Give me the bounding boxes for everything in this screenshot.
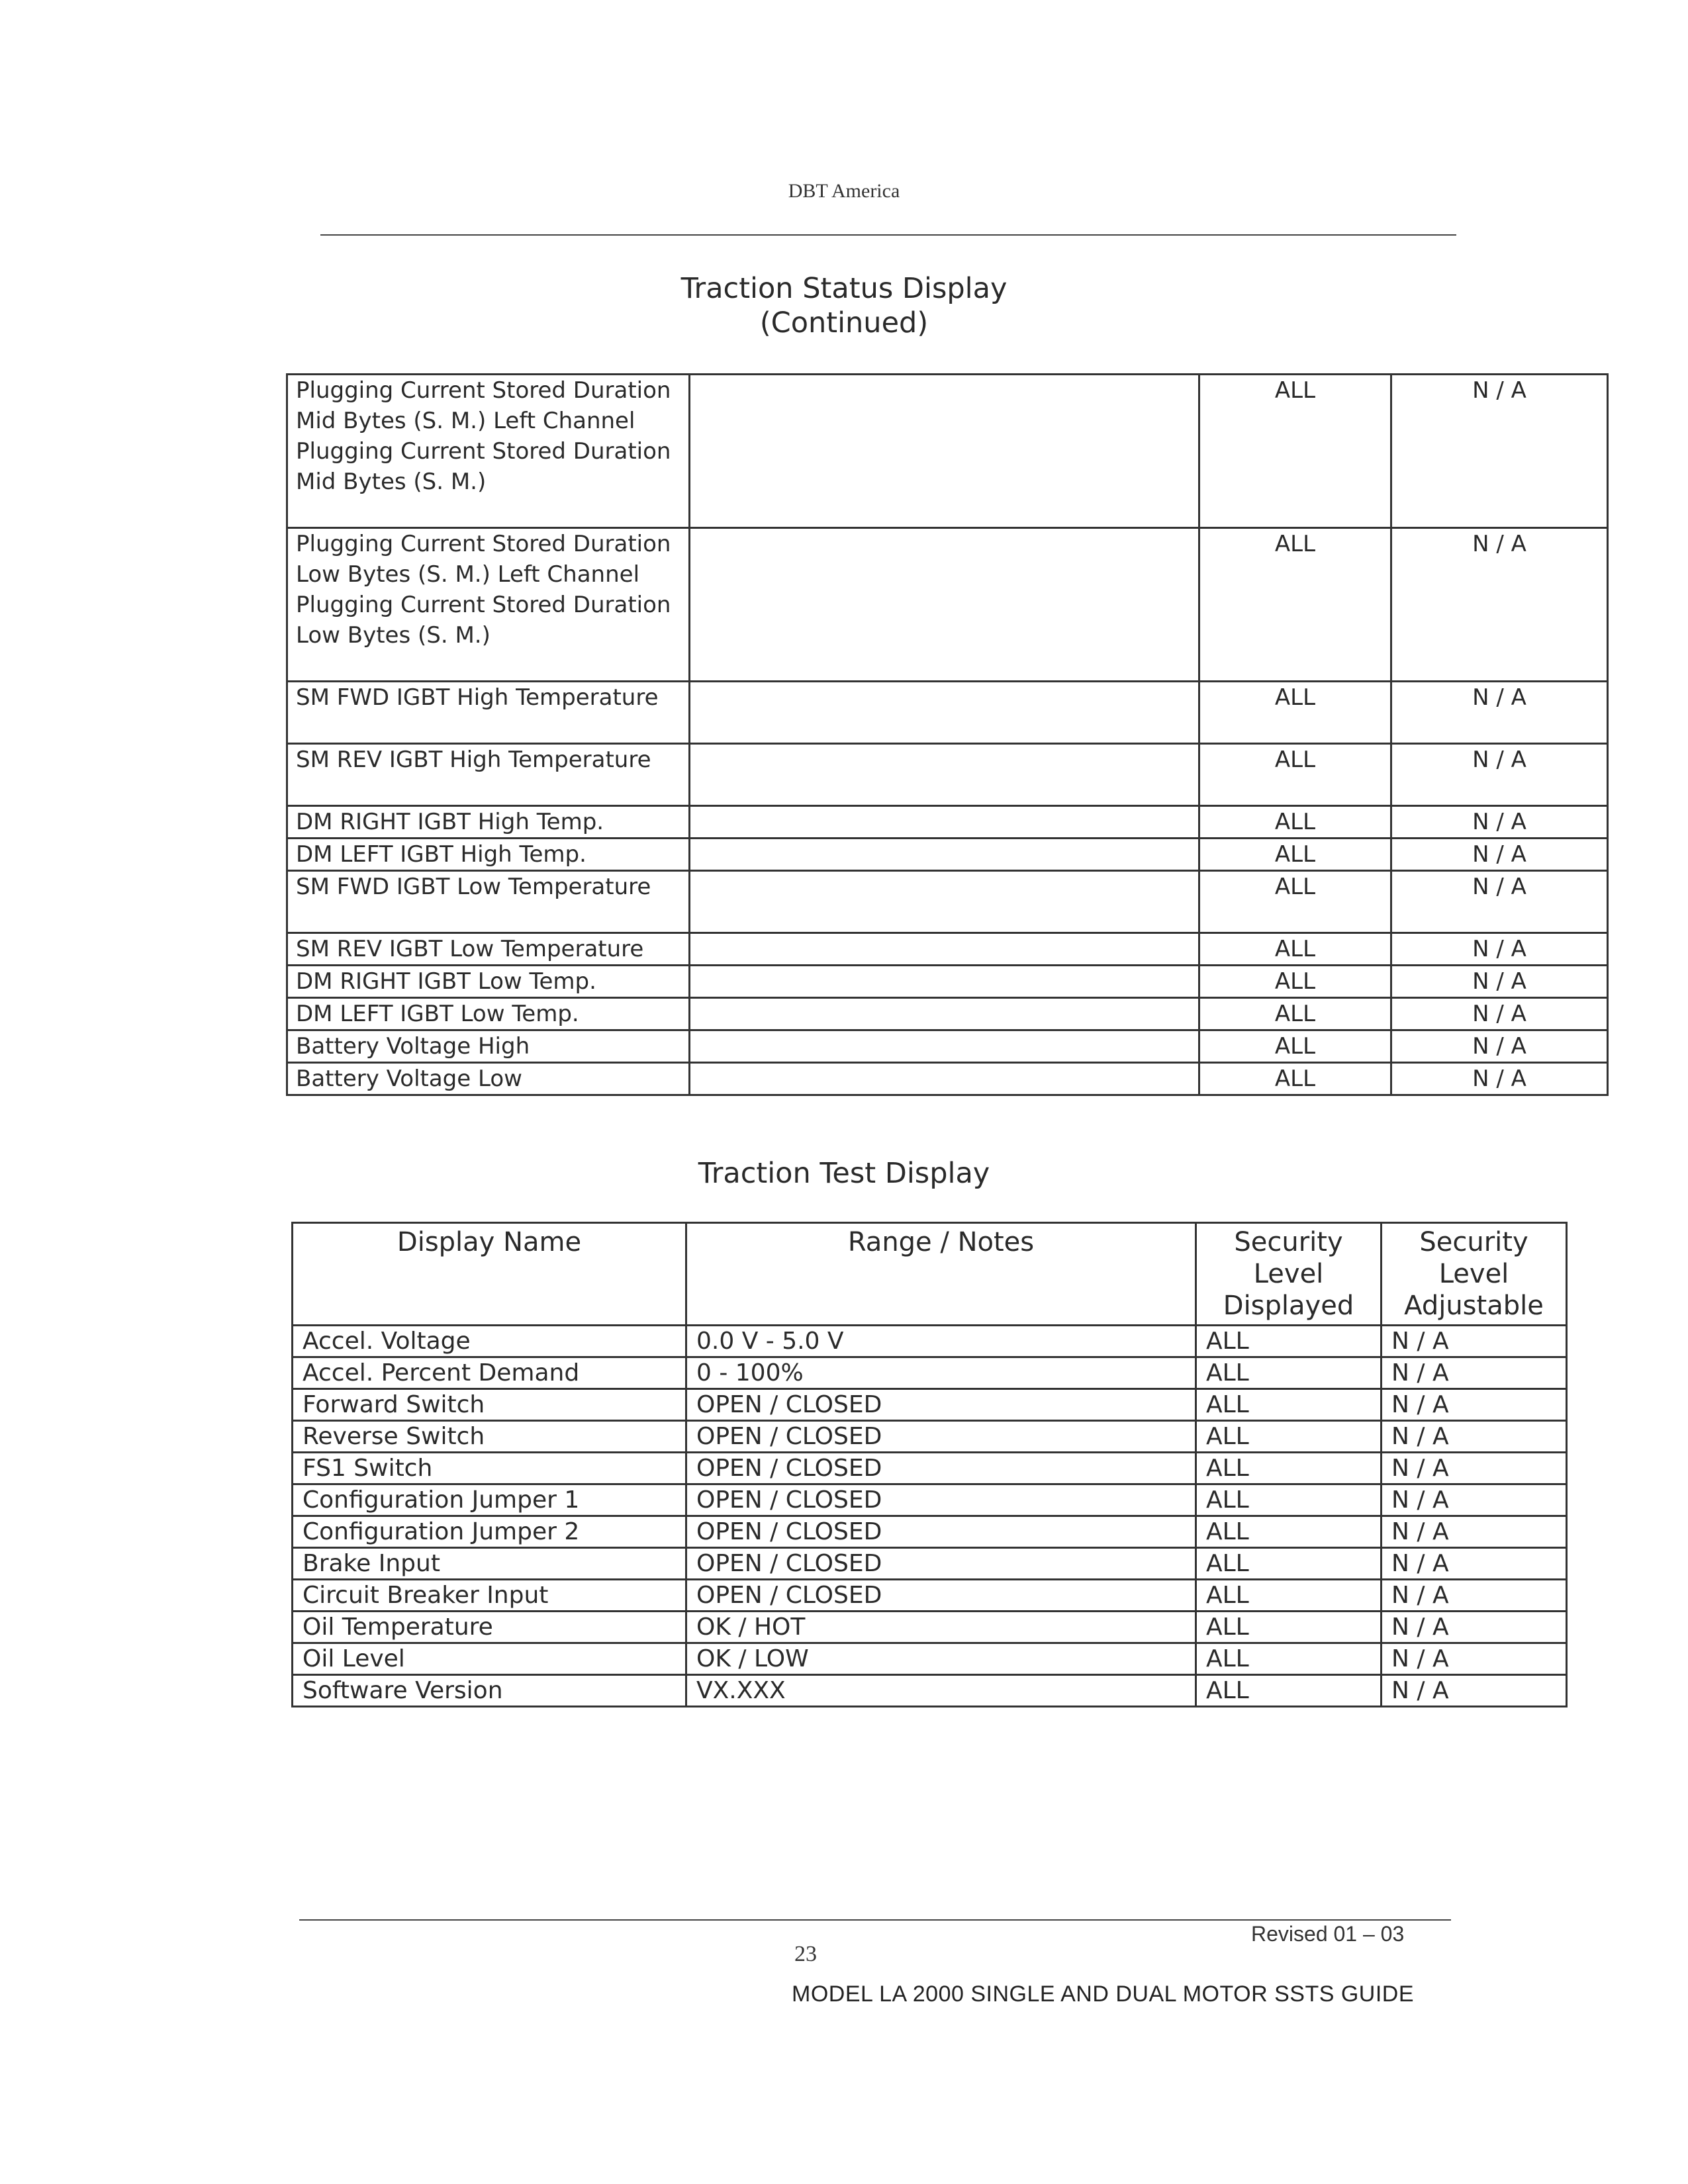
table-row [287,839,1608,871]
table-row [293,1357,1567,1389]
status-name-cell: Plugging Current Stored Duration Low Bytes (S. M.) Left Channel Plugging Current Stored Duration Low Bytes (S. M.) [287,528,690,682]
status-security-displayed-cell: ALL [1199,1030,1391,1063]
table-row [287,744,1608,806]
test-range-cell: OPEN / CLOSED [686,1453,1196,1484]
status-range-cell [690,966,1199,998]
revised-date: Revised 01 – 03 [1251,1922,1405,1946]
status-security-adjustable-cell: N / A [1391,998,1608,1030]
test-range-cell: OPEN / CLOSED [686,1548,1196,1580]
test-security-displayed-cell: ALL [1196,1326,1382,1357]
status-security-displayed-cell: ALL [1199,933,1391,966]
status-name-cell: Plugging Current Stored Duration Mid Bytes (S. M.) Left Channel Plugging Current Stored Duration Mid Bytes (S. M.) [287,375,690,528]
test-name-cell: FS1 Switch [293,1453,686,1484]
table-row [287,806,1608,839]
table-row [287,871,1608,933]
traction-status-table [286,373,1609,1096]
table-header-row [293,1223,1567,1326]
status-security-displayed-cell: ALL [1199,839,1391,871]
test-name-cell: Accel. Voltage [293,1326,686,1357]
test-name-cell: Circuit Breaker Input [293,1580,686,1612]
status-security-displayed-cell: ALL [1199,871,1391,933]
test-name-cell: Oil Level [293,1643,686,1675]
test-range-cell: 0.0 V - 5.0 V [686,1326,1196,1357]
test-security-displayed-cell: ALL [1196,1389,1382,1421]
status-name-cell: SM FWD IGBT Low Temperature [287,871,690,933]
table-row [293,1484,1567,1516]
header-security-adjustable: Security Level Adjustable [1382,1223,1567,1326]
test-name-cell: Brake Input [293,1548,686,1580]
traction-test-table [291,1222,1568,1707]
table-row [287,682,1608,744]
table-row [293,1612,1567,1643]
test-range-cell: OPEN / CLOSED [686,1421,1196,1453]
table-row [293,1453,1567,1484]
status-name-cell: DM LEFT IGBT Low Temp. [287,998,690,1030]
table-row [287,1030,1608,1063]
status-security-adjustable-cell: N / A [1391,744,1608,806]
table-row [287,933,1608,966]
status-title-line1: Traction Status Display [680,272,1008,305]
test-range-cell: OPEN / CLOSED [686,1580,1196,1612]
test-name-cell: Software Version [293,1675,686,1707]
test-security-displayed-cell: ALL [1196,1548,1382,1580]
status-name-cell: SM FWD IGBT High Temperature [287,682,690,744]
test-security-adjustable-cell: N / A [1382,1421,1567,1453]
test-security-adjustable-cell: N / A [1382,1326,1567,1357]
table-row [293,1421,1567,1453]
status-security-displayed-cell: ALL [1199,528,1391,682]
header-security-displayed: Security Level Displayed [1196,1223,1382,1326]
table-row [287,528,1608,682]
test-range-cell: OK / HOT [686,1612,1196,1643]
status-range-cell [690,871,1199,933]
status-range-cell [690,806,1199,839]
test-name-cell: Configuration Jumper 2 [293,1516,686,1548]
status-range-cell [690,933,1199,966]
status-security-adjustable-cell: N / A [1391,1030,1608,1063]
table-row [293,1326,1567,1357]
status-security-displayed-cell: ALL [1199,744,1391,806]
status-range-cell [690,744,1199,806]
test-security-displayed-cell: ALL [1196,1612,1382,1643]
guide-title: MODEL LA 2000 SINGLE AND DUAL MOTOR SSTS GUIDE [792,1981,1415,2007]
status-name-cell: DM LEFT IGBT High Temp. [287,839,690,871]
test-security-adjustable-cell: N / A [1382,1643,1567,1675]
status-name-cell: SM REV IGBT High Temperature [287,744,690,806]
table-row [293,1548,1567,1580]
footer-rule [299,1919,1451,1921]
status-name-cell: DM RIGHT IGBT Low Temp. [287,966,690,998]
test-security-adjustable-cell: N / A [1382,1389,1567,1421]
table-row [293,1675,1567,1707]
status-security-displayed-cell: ALL [1199,998,1391,1030]
test-range-cell: OPEN / CLOSED [686,1484,1196,1516]
status-name-cell: DM RIGHT IGBT High Temp. [287,806,690,839]
header-display-name: Display Name [293,1223,686,1326]
table-row [293,1643,1567,1675]
table-row [287,1063,1608,1095]
test-name-cell: Forward Switch [293,1389,686,1421]
test-security-adjustable-cell: N / A [1382,1453,1567,1484]
status-name-cell: SM REV IGBT Low Temperature [287,933,690,966]
table-row [287,966,1608,998]
header-rule [320,234,1456,236]
test-name-cell: Accel. Percent Demand [293,1357,686,1389]
status-security-adjustable-cell: N / A [1391,839,1608,871]
status-security-adjustable-cell: N / A [1391,1063,1608,1095]
table-row [293,1516,1567,1548]
status-name-cell: Battery Voltage High [287,1030,690,1063]
status-title-line2: (Continued) [759,306,929,340]
test-security-adjustable-cell: N / A [1382,1675,1567,1707]
status-range-cell [690,1063,1199,1095]
test-security-displayed-cell: ALL [1196,1643,1382,1675]
page-number: 23 [794,1942,817,1966]
test-security-adjustable-cell: N / A [1382,1357,1567,1389]
status-range-cell [690,375,1199,528]
status-security-displayed-cell: ALL [1199,966,1391,998]
test-security-displayed-cell: ALL [1196,1484,1382,1516]
status-security-adjustable-cell: N / A [1391,871,1608,933]
test-security-displayed-cell: ALL [1196,1580,1382,1612]
test-range-cell: OPEN / CLOSED [686,1516,1196,1548]
test-security-displayed-cell: ALL [1196,1421,1382,1453]
status-security-displayed-cell: ALL [1199,682,1391,744]
test-table-title: Traction Test Display [698,1157,990,1190]
test-security-displayed-cell: ALL [1196,1516,1382,1548]
status-range-cell [690,1030,1199,1063]
test-security-displayed-cell: ALL [1196,1357,1382,1389]
table-row [287,998,1608,1030]
test-security-displayed-cell: ALL [1196,1453,1382,1484]
test-security-adjustable-cell: N / A [1382,1548,1567,1580]
table-row [293,1389,1567,1421]
status-range-cell [690,682,1199,744]
test-security-adjustable-cell: N / A [1382,1580,1567,1612]
test-range-cell: OK / LOW [686,1643,1196,1675]
status-security-displayed-cell: ALL [1199,806,1391,839]
test-security-displayed-cell: ALL [1196,1675,1382,1707]
test-security-adjustable-cell: N / A [1382,1612,1567,1643]
test-name-cell: Reverse Switch [293,1421,686,1453]
table-row [287,375,1608,528]
test-security-adjustable-cell: N / A [1382,1516,1567,1548]
header-range-notes: Range / Notes [686,1223,1196,1326]
status-security-adjustable-cell: N / A [1391,528,1608,682]
status-security-adjustable-cell: N / A [1391,375,1608,528]
status-name-cell: Battery Voltage Low [287,1063,690,1095]
test-security-adjustable-cell: N / A [1382,1484,1567,1516]
status-security-adjustable-cell: N / A [1391,966,1608,998]
test-name-cell: Configuration Jumper 1 [293,1484,686,1516]
page-header-company: DBT America [788,180,900,202]
test-range-cell: 0 - 100% [686,1357,1196,1389]
status-range-cell [690,839,1199,871]
test-range-cell: OPEN / CLOSED [686,1389,1196,1421]
status-security-adjustable-cell: N / A [1391,933,1608,966]
status-range-cell [690,998,1199,1030]
status-security-adjustable-cell: N / A [1391,806,1608,839]
status-security-displayed-cell: ALL [1199,375,1391,528]
status-table-title [0,271,1688,340]
status-security-displayed-cell: ALL [1199,1063,1391,1095]
test-range-cell: VX.XXX [686,1675,1196,1707]
table-row [293,1580,1567,1612]
status-range-cell [690,528,1199,682]
status-security-adjustable-cell: N / A [1391,682,1608,744]
test-name-cell: Oil Temperature [293,1612,686,1643]
